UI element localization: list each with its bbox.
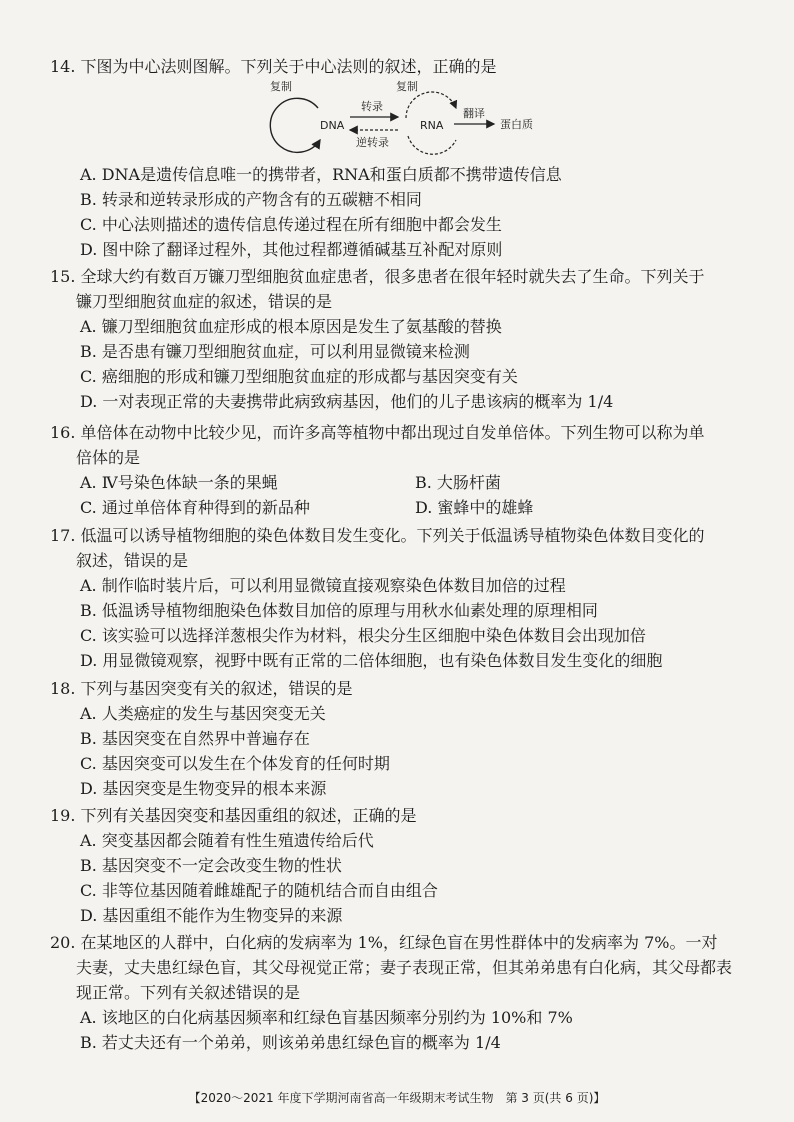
q14-option-b: B. 转录和逆转录形成的产物含有的五碳糖不相同: [80, 190, 422, 209]
page-footer: 【2020～2021 年度下学期河南省高一年级期末考试生物 第 3 页(共 6 页)】: [188, 1091, 606, 1105]
q18-option-c: C. 基因突变可以发生在个体发育的任何时期: [80, 754, 390, 773]
question-19: [50, 803, 750, 928]
translation-label: 翻译: [463, 107, 485, 120]
question-14-options: [50, 162, 750, 262]
q16-option-d: D. 蜜蜂中的雄蜂: [415, 498, 534, 517]
q17-option-c: C. 该实验可以选择洋葱根尖作为材料，根尖分生区细胞中染色体数目会出现加倍: [80, 626, 646, 645]
dna-replication-loop: [270, 98, 320, 152]
q16-options-row-2: [50, 495, 750, 520]
q16-options-row-1: [50, 470, 750, 495]
q19-option-d: D. 基因重组不能作为生物变异的来源: [80, 906, 343, 925]
q17-option-d: D. 用显微镜观察，视野中既有正常的二倍体细胞，也有染色体数目发生变化的细胞: [80, 651, 663, 670]
question-20-stem-line-1: 20. 在某地区的人群中，白化病的发病率为 1%，红绿色盲在男性群体中的发病率为 7%。一对: [50, 933, 718, 952]
q17-option-b: B. 低温诱导植物细胞染色体数目加倍的原理与用秋水仙素处理的原理相同: [80, 601, 598, 620]
q19-option-c: C. 非等位基因随着雌雄配子的随机结合而自由组合: [80, 881, 438, 900]
q20-option-a: A. 该地区的白化病基因频率和红绿色盲基因频率分别约为 10%和 7%: [80, 1008, 573, 1027]
central-dogma-diagram: [258, 78, 548, 160]
question-15: [50, 264, 750, 414]
rna-replication-loop: [406, 92, 456, 118]
q14-option-a: A. DNA是遗传信息唯一的携带者，RNA和蛋白质都不携带遗传信息: [80, 165, 562, 184]
q15-option-a: A. 镰刀型细胞贫血症形成的根本原因是发生了氨基酸的替换: [80, 317, 502, 336]
q14-option-c: C. 中心法则描述的遗传信息传递过程在所有细胞中都会发生: [80, 215, 502, 234]
question-15-stem-line-2: 镰刀型细胞贫血症的叙述，错误的是: [76, 292, 333, 311]
q16-option-c: C. 通过单倍体育种得到的新品种: [80, 498, 310, 517]
q16-option-a: A. Ⅳ号染色体缺一条的果蝇: [80, 473, 278, 492]
question-20: [50, 930, 750, 1055]
rna-replication-label: 复制: [396, 80, 418, 93]
q18-option-a: A. 人类癌症的发生与基因突变无关: [80, 704, 326, 723]
dna-label: DNA: [320, 119, 345, 132]
q15-option-c: C. 癌细胞的形成和镰刀型细胞贫血症的形成都与基因突变有关: [80, 367, 518, 386]
q14-option-d: D. 图中除了翻译过程外，其他过程都遵循碱基互补配对原则: [80, 240, 503, 259]
question-18: [50, 676, 750, 801]
protein-label: 蛋白质: [500, 118, 533, 131]
question-17-stem-line-1: 17. 低温可以诱导植物细胞的染色体数目发生变化。下列关于低温诱导植物染色体数目变化的: [50, 526, 705, 545]
q18-option-b: B. 基因突变在自然界中普遍存在: [80, 729, 310, 748]
question-14-stem: 14. 下图为中心法则图解。下列关于中心法则的叙述，正确的是: [50, 57, 497, 76]
rna-label: RNA: [420, 119, 444, 132]
q19-option-a: A. 突变基因都会随着有性生殖遗传给后代: [80, 831, 374, 850]
question-16: [50, 420, 750, 520]
question-14: [50, 54, 750, 79]
q16-option-b: B. 大肠杆菌: [415, 473, 501, 492]
transcription-label: 转录: [361, 100, 383, 113]
q15-option-d: D. 一对表现正常的夫妻携带此病致病基因，他们的儿子患该病的概率为 1/4: [80, 392, 614, 411]
question-20-stem-line-2: 夫妻，丈夫患红绿色盲，其父母视觉正常；妻子表现正常，但其弟弟患有白化病，其父母都表: [76, 958, 733, 977]
question-20-stem-line-3: 现正常。下列有关叙述错误的是: [76, 983, 301, 1002]
question-17-stem-line-2: 叙述，错误的是: [76, 551, 189, 570]
question-15-stem-line-1: 15. 全球大约有数百万镰刀型细胞贫血症患者，很多患者在很年轻时就失去了生命。下列关于: [50, 267, 705, 286]
question-18-stem: 18. 下列与基因突变有关的叙述，错误的是: [50, 679, 353, 698]
question-19-stem: 19. 下列有关基因突变和基因重组的叙述，正确的是: [50, 806, 417, 825]
q17-option-a: A. 制作临时装片后，可以利用显微镜直接观察染色体数目加倍的过程: [80, 576, 566, 595]
q20-option-b: B. 若丈夫还有一个弟弟，则该弟弟患红绿色盲的概率为 1/4: [80, 1033, 501, 1052]
question-16-stem-line-1: 16. 单倍体在动物中比较少见，而许多高等植物中都出现过自发单倍体。下列生物可以称为单: [50, 423, 705, 442]
question-16-stem-line-2: 倍体的是: [76, 448, 141, 467]
q18-option-d: D. 基因突变是生物变异的根本来源: [80, 779, 327, 798]
dna-replication-label: 复制: [270, 80, 292, 93]
reverse-transcription-label: 逆转录: [356, 136, 389, 149]
q19-option-b: B. 基因突变不一定会改变生物的性状: [80, 856, 342, 875]
question-17: [50, 523, 750, 673]
rna-replication-loop-lower: [408, 136, 456, 154]
q15-option-b: B. 是否患有镰刀型细胞贫血症，可以利用显微镜来检测: [80, 342, 470, 361]
